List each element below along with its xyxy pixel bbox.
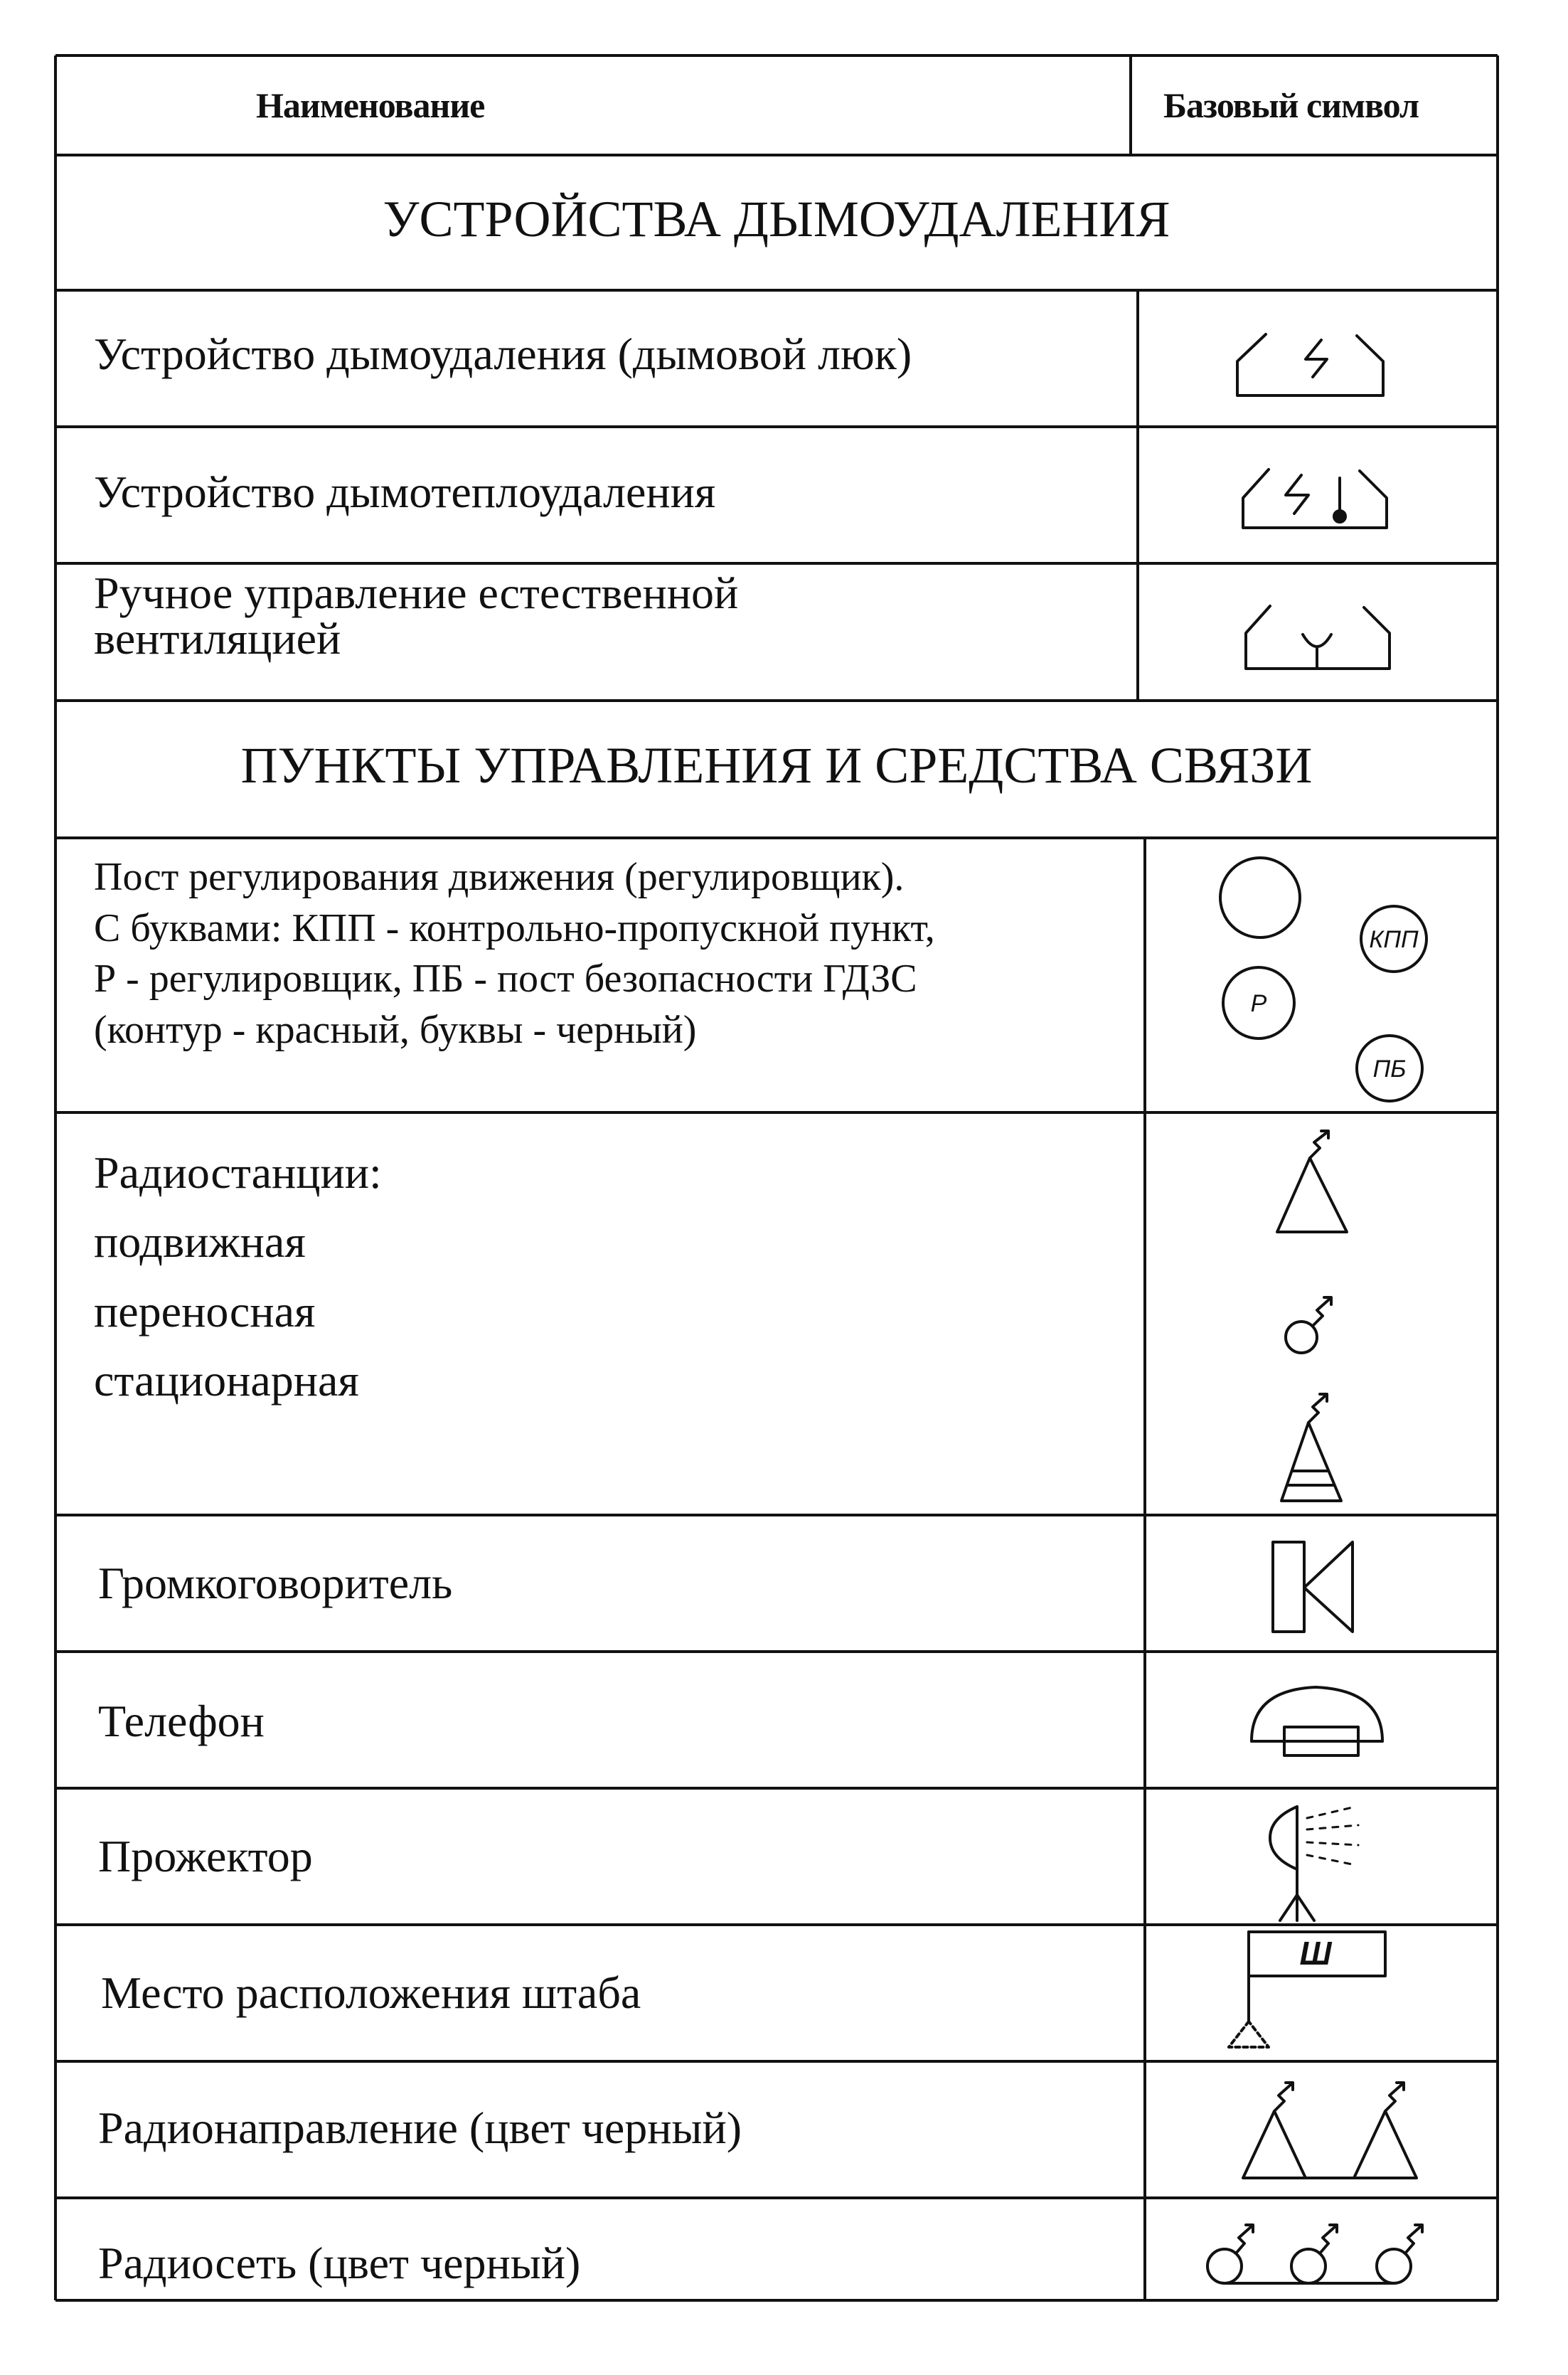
radio-network-icon <box>1207 2225 1422 2283</box>
headquarters-letter: Ш <box>1299 1935 1332 1972</box>
header-name-column: Наименование <box>256 85 485 125</box>
row-name-headquarters: Место расположения штаба <box>101 1967 641 2018</box>
header-symbol-column: Базовый символ <box>1163 85 1419 125</box>
traffic-post-icon <box>1220 858 1426 1101</box>
radio-stations-icon <box>1277 1131 1347 1501</box>
row-name-traffic-post: Пост регулирования движения (регулировщик). С буквами: КПП - контрольно-пропускной пункт, Р - регулировщик, ПБ - пост безопасности ГДЗС (контур - красный, буквы - черный) <box>94 855 935 1053</box>
row-name-loudspeaker: Громкоговоритель <box>98 1558 453 1608</box>
letters-r: Р <box>1250 990 1267 1017</box>
row-name-telephone: Телефон <box>98 1696 265 1746</box>
row-name-smoke-heat-removal: Устройство дымотеплоудаления <box>94 467 716 517</box>
smoke-heat-removal-icon <box>1243 469 1387 528</box>
manual-ventilation-icon <box>1246 606 1390 669</box>
letters-pb: ПБ <box>1372 1056 1407 1083</box>
section-title-smoke-removal: УСТРОЙСТВА ДЫМОУДАЛЕНИЯ <box>383 191 1170 248</box>
row-name-manual-ventilation: Ручное управление естественной вентиляцией <box>94 568 739 664</box>
row-name-radio-network: Радиосеть (цвет черный) <box>98 2238 581 2288</box>
headquarters-flag-icon <box>1229 1932 1385 2047</box>
row-name-smoke-hatch: Устройство дымоудаления (дымовой люк) <box>94 329 912 379</box>
radio-direction-icon <box>1243 2083 1417 2178</box>
section-title-control-communication: ПУНКТЫ УПРАВЛЕНИЯ И СРЕДСТВА СВЯЗИ <box>240 737 1313 794</box>
row-name-radio-stations: Радиостанции: подвижная переносная стационарная <box>94 1147 382 1406</box>
row-name-radio-direction: Радионаправление (цвет черный) <box>98 2103 742 2153</box>
row-name-searchlight: Прожектор <box>98 1831 313 1881</box>
searchlight-icon <box>1270 1807 1358 1920</box>
smoke-hatch-icon <box>1237 334 1383 395</box>
telephone-icon <box>1252 1687 1382 1755</box>
letters-kpp: КПП <box>1369 926 1419 953</box>
loudspeaker-icon <box>1273 1542 1353 1632</box>
